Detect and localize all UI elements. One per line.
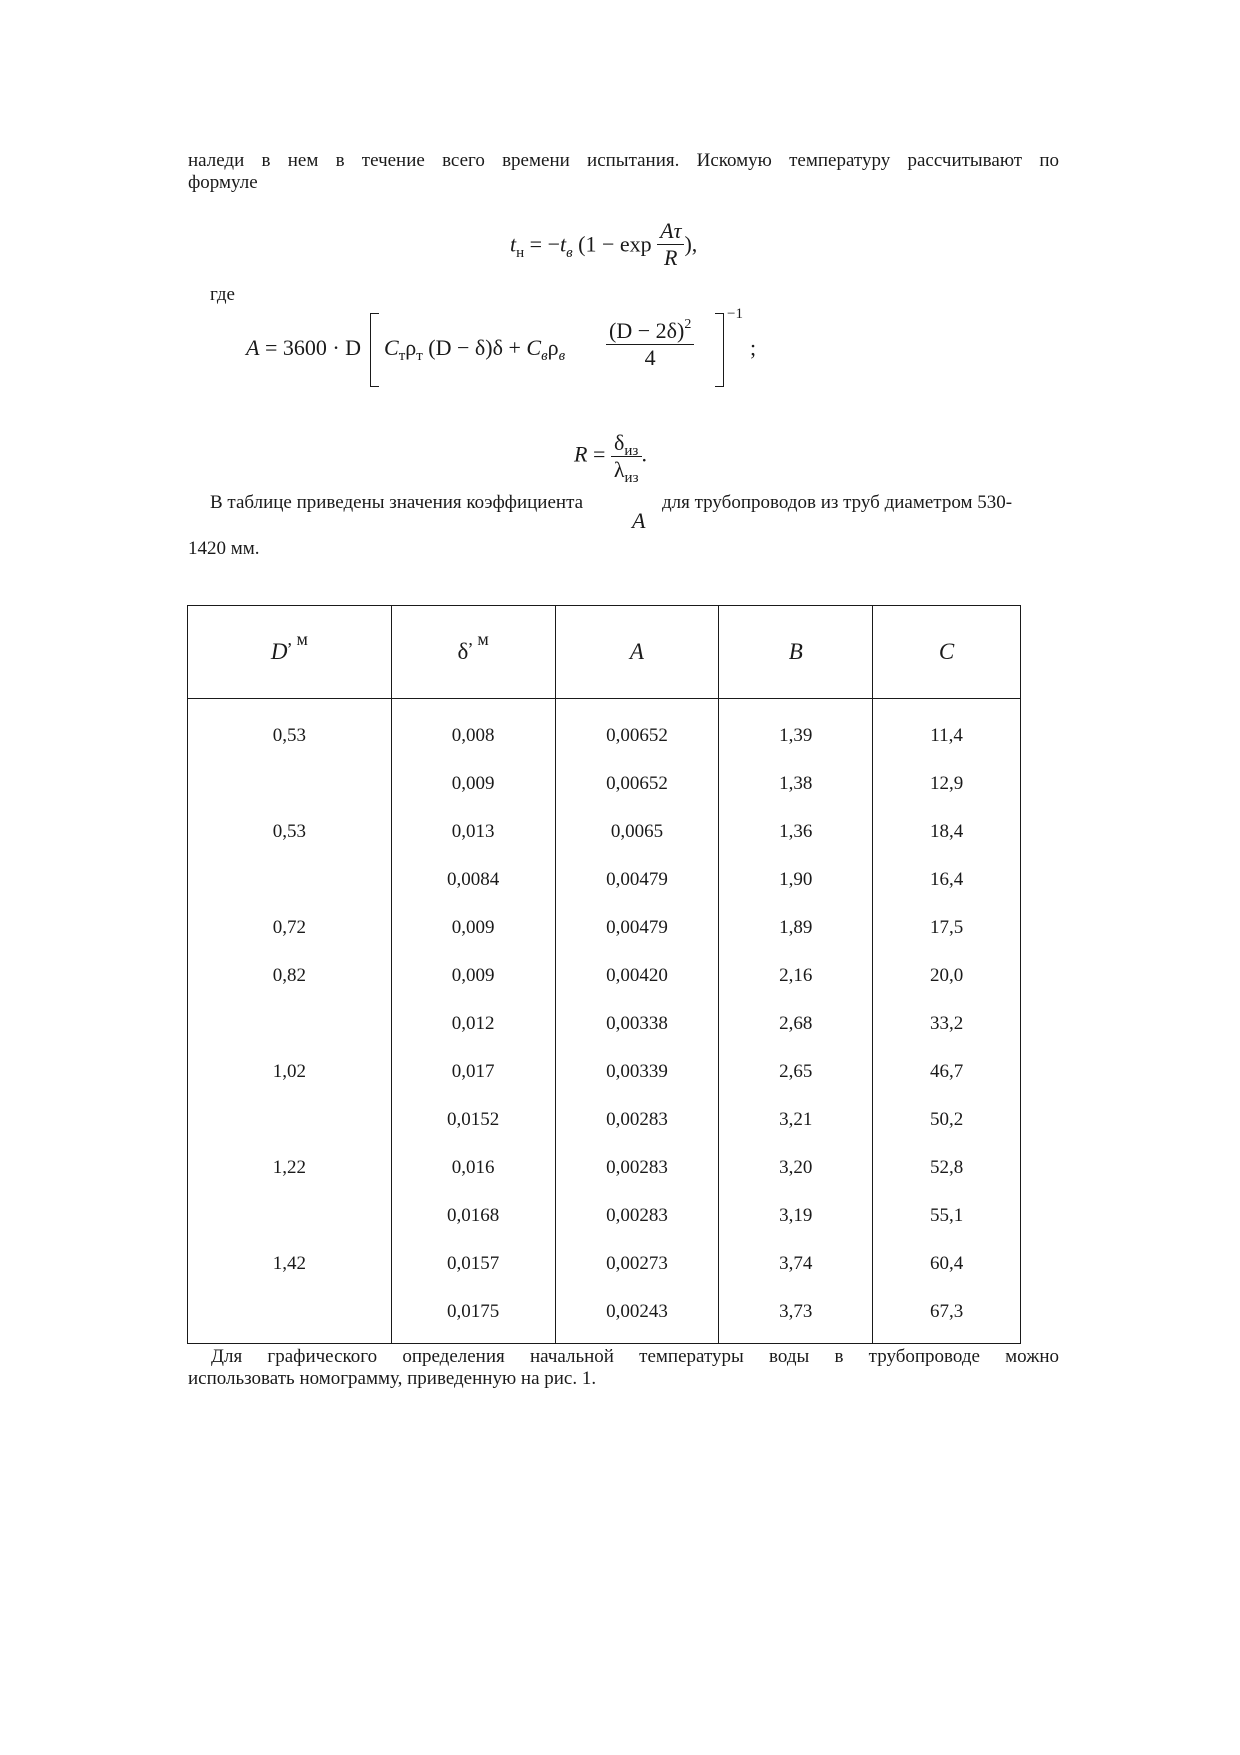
header-c: C: [873, 606, 1021, 699]
cell-delta: 0,016: [391, 1144, 555, 1192]
cell-b: 3,19: [719, 1192, 873, 1240]
cell-c: 52,8: [873, 1144, 1021, 1192]
table-row: [188, 1192, 1021, 1240]
formula1-close: ),: [684, 231, 698, 257]
formula2-rho-v-sub: в: [558, 348, 566, 364]
formula3-den: λ: [613, 457, 625, 482]
cell-delta: 0,017: [391, 1048, 555, 1096]
cell-c: 50,2: [873, 1096, 1021, 1144]
cell-b: 1,38: [719, 760, 873, 808]
formula3-num-sub: из: [624, 443, 639, 459]
formula2-term1: (D − δ)δ +: [428, 335, 527, 360]
formula2-ct: C: [384, 335, 399, 360]
cell-d: 0,72: [188, 904, 392, 952]
cell-delta: 0,0084: [391, 856, 555, 904]
cell-a: 0,00338: [555, 1000, 719, 1048]
cell-a: 0,00339: [555, 1048, 719, 1096]
formula-resistance: [574, 430, 647, 486]
cell-a: 0,00283: [555, 1096, 719, 1144]
formula2-eq: = 3600 · D: [259, 335, 362, 360]
cell-b: 1,36: [719, 808, 873, 856]
header-d: [188, 606, 392, 699]
table-row: [188, 760, 1021, 808]
formula1-lhs-sub: н: [516, 244, 525, 261]
header-d-sym: D: [270, 639, 288, 664]
cell-b: 1,90: [719, 856, 873, 904]
cell-delta: 0,012: [391, 1000, 555, 1048]
formula3-fraction: [611, 430, 642, 486]
cell-c: 60,4: [873, 1240, 1021, 1288]
cell-d: 0,53: [188, 699, 392, 761]
table-row: [188, 952, 1021, 1000]
formula2-den: 4: [606, 344, 694, 371]
formula1-rhs-sub: в: [566, 244, 573, 261]
formula2-cv-sub: в: [541, 348, 548, 364]
cell-d: 0,82: [188, 952, 392, 1000]
intro-line-1: наледи в нем в течение всего времени испытания. Искомую температуру рассчитывают по: [188, 150, 1059, 171]
formula2-num-wrap: [606, 318, 694, 344]
table-row: [188, 699, 1021, 761]
cell-c: 67,3: [873, 1288, 1021, 1344]
cell-delta: 0,009: [391, 952, 555, 1000]
formula1-rhs-var: t: [559, 231, 567, 257]
cell-d: 1,22: [188, 1144, 392, 1192]
table-intro-coef: A: [632, 508, 646, 533]
cell-a: 0,00283: [555, 1144, 719, 1192]
formula2-num: (D − 2δ): [609, 318, 685, 343]
cell-delta: 0,0168: [391, 1192, 555, 1240]
cell-a: 0,00479: [555, 904, 719, 952]
intro-line-2: формуле: [188, 172, 258, 193]
formula3-num: δ: [614, 430, 625, 455]
table-row: [188, 1144, 1021, 1192]
cell-d: 1,42: [188, 1240, 392, 1288]
header-delta-sym: δ: [457, 639, 469, 664]
cell-b: 2,68: [719, 1000, 873, 1048]
cell-c: 33,2: [873, 1000, 1021, 1048]
formula2-end: ;: [750, 335, 757, 360]
cell-a: 0,00652: [555, 699, 719, 761]
cell-a: 0,00273: [555, 1240, 719, 1288]
cell-c: 17,5: [873, 904, 1021, 952]
header-a: A: [555, 606, 719, 699]
table-intro-line-2: 1420 мм.: [188, 538, 260, 559]
cell-c: 55,1: [873, 1192, 1021, 1240]
formula2-body: [384, 335, 566, 364]
table-row: [188, 808, 1021, 856]
outro-line-1: Для графического определения начальной температуры воды в трубопроводе можно: [211, 1346, 1059, 1367]
formula2-frac-box: [606, 318, 694, 371]
table-row: [188, 1240, 1021, 1288]
formula1-den: R: [657, 244, 684, 271]
where-label: где: [210, 284, 235, 305]
cell-c: 46,7: [873, 1048, 1021, 1096]
cell-delta: 0,009: [391, 760, 555, 808]
cell-d: [188, 1192, 392, 1240]
formula2-cv: C: [526, 335, 542, 360]
cell-delta: 0,008: [391, 699, 555, 761]
cell-d: [188, 1288, 392, 1344]
header-b: B: [719, 606, 873, 699]
outro-line-2: использовать номограмму, приведенную на рис. 1.: [188, 1368, 597, 1389]
table-body: [188, 699, 1021, 1344]
formula2-rho-t: ρ: [405, 335, 417, 360]
cell-d: 0,53: [188, 808, 392, 856]
cell-a: 0,00283: [555, 1192, 719, 1240]
formula1-eq: = −: [529, 231, 560, 257]
header-delta: [391, 606, 555, 699]
cell-d: 1,02: [188, 1048, 392, 1096]
cell-d: [188, 856, 392, 904]
cell-a: 0,0065: [555, 808, 719, 856]
cell-d: [188, 1096, 392, 1144]
formula2-outer-sup: −1: [727, 306, 743, 322]
formula2-ct-sub: т: [398, 348, 406, 364]
cell-b: 3,21: [719, 1096, 873, 1144]
table-intro-text-after: для трубопроводов из труб диаметром 530-: [662, 492, 1013, 513]
coefficient-table: [187, 605, 1021, 1344]
cell-c: 16,4: [873, 856, 1021, 904]
formula3-den-wrap: [611, 456, 642, 486]
cell-delta: 0,0175: [391, 1288, 555, 1344]
table-row: [188, 904, 1021, 952]
table-row: [188, 1288, 1021, 1344]
cell-d: [188, 760, 392, 808]
formula2-rho-t-sub: т: [416, 348, 423, 364]
formula3-end: .: [641, 441, 647, 467]
table-row: [188, 1048, 1021, 1096]
table-row: [188, 1000, 1021, 1048]
formula3-den-sub: из: [624, 470, 639, 486]
table-intro-text: В таблице приведены значения коэффициента: [210, 492, 584, 513]
cell-a: 0,00243: [555, 1288, 719, 1344]
cell-b: 2,65: [719, 1048, 873, 1096]
cell-b: 3,20: [719, 1144, 873, 1192]
formula2-left-bracket: [370, 313, 379, 387]
cell-b: 1,39: [719, 699, 873, 761]
cell-a: 0,00652: [555, 760, 719, 808]
formula2-right-bracket: [715, 313, 724, 387]
header-delta-unit: , м: [468, 629, 489, 649]
formula3-eq: =: [587, 441, 611, 467]
cell-b: 2,16: [719, 952, 873, 1000]
formula3-num-wrap: [611, 430, 642, 459]
table-row: [188, 1096, 1021, 1144]
cell-c: 18,4: [873, 808, 1021, 856]
cell-delta: 0,0152: [391, 1096, 555, 1144]
formula1-paren: (1 − exp: [578, 231, 652, 257]
cell-c: 20,0: [873, 952, 1021, 1000]
table-row: [188, 856, 1021, 904]
cell-a: 0,00479: [555, 856, 719, 904]
formula2-fraction: [606, 318, 694, 371]
formula-coefficient-a: [246, 335, 361, 361]
header-d-unit: , м: [287, 629, 308, 649]
cell-b: 3,73: [719, 1288, 873, 1344]
formula1-fraction: [657, 218, 684, 271]
formula2-lhs: A: [246, 335, 260, 360]
formula-temperature: [510, 220, 697, 273]
table-header-row: [188, 606, 1021, 699]
cell-c: 11,4: [873, 699, 1021, 761]
cell-b: 1,89: [719, 904, 873, 952]
formula1-num: Aτ: [660, 218, 682, 243]
cell-delta: 0,013: [391, 808, 555, 856]
formula1-lhs-var: t: [510, 231, 517, 257]
cell-delta: 0,009: [391, 904, 555, 952]
cell-delta: 0,0157: [391, 1240, 555, 1288]
cell-b: 3,74: [719, 1240, 873, 1288]
cell-c: 12,9: [873, 760, 1021, 808]
formula3-lhs: R: [574, 441, 588, 467]
formula2-rho-v: ρ: [547, 335, 559, 360]
cell-a: 0,00420: [555, 952, 719, 1000]
formula2-num-sup: 2: [684, 317, 692, 332]
cell-d: [188, 1000, 392, 1048]
